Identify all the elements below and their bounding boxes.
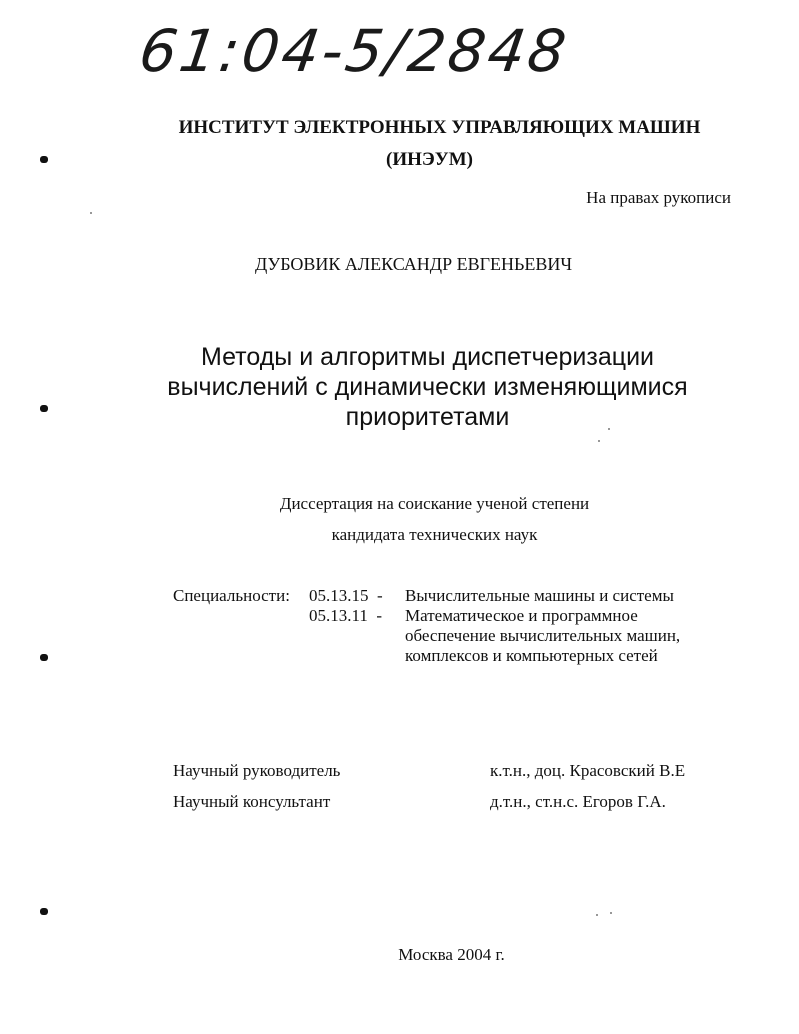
dissertation-title [0,342,799,432]
specialty-dash: - [376,606,383,625]
specialty-row [173,606,680,666]
institute-abbreviation: (ИНЭУМ) [386,149,473,170]
institute-name: ИНСТИТУТ ЭЛЕКТРОННЫХ УПРАВЛЯЮЩИХ МАШИН [178,117,701,138]
punch-hole-mark [40,908,48,915]
specialty-code-number: 05.13.11 [309,606,368,625]
title-line: приоритетами [345,403,510,431]
specialty-code [309,606,401,666]
title-line: вычислений с динамически изменяющимися [167,373,688,401]
degree-statement-line1: Диссертация на соискание ученой степени [279,494,590,513]
scan-speck [598,440,600,442]
specialty-code-number: 05.13.15 [309,586,369,605]
scan-speck [90,212,92,214]
specialty-code [309,586,401,606]
author-name: ДУБОВИК АЛЕКСАНДР ЕВГЕНЬЕВИЧ [254,254,573,274]
specialty-description-line: Математическое и программное [405,606,638,625]
consultant-label: Научный консультант [173,792,331,811]
specialties-table [173,586,680,666]
scan-speck [610,912,612,914]
punch-hole-mark [40,654,48,661]
specialty-dash: - [377,586,383,605]
specialty-description-line: Вычислительные машины и системы [405,586,674,605]
city-and-year: Москва 2004 г. [398,945,505,964]
consultant-name: д.т.н., ст.н.с. Егоров Г.А. [490,792,666,811]
specialty-description-line: комплексов и компьютерных сетей [405,646,658,665]
degree-statement-line2: кандидата технических наук [331,525,538,544]
title-line: Методы и алгоритмы диспетчеризации [200,343,655,371]
specialty-description-line: обеспечение вычислительных машин, [405,626,681,645]
specialty-description [401,586,680,606]
specialty-description [401,606,680,666]
supervisor-label: Научный руководитель [173,761,341,780]
specialties-label: Специальности: [173,586,290,605]
supervisor-name: к.т.н., доц. Красовский В.Е [490,761,686,780]
scan-speck [596,914,598,916]
handwritten-registration-number: 61:04-5/2848 [135,17,573,85]
manuscript-rights-note: На правах рукописи [586,188,731,207]
specialty-row [173,586,680,606]
